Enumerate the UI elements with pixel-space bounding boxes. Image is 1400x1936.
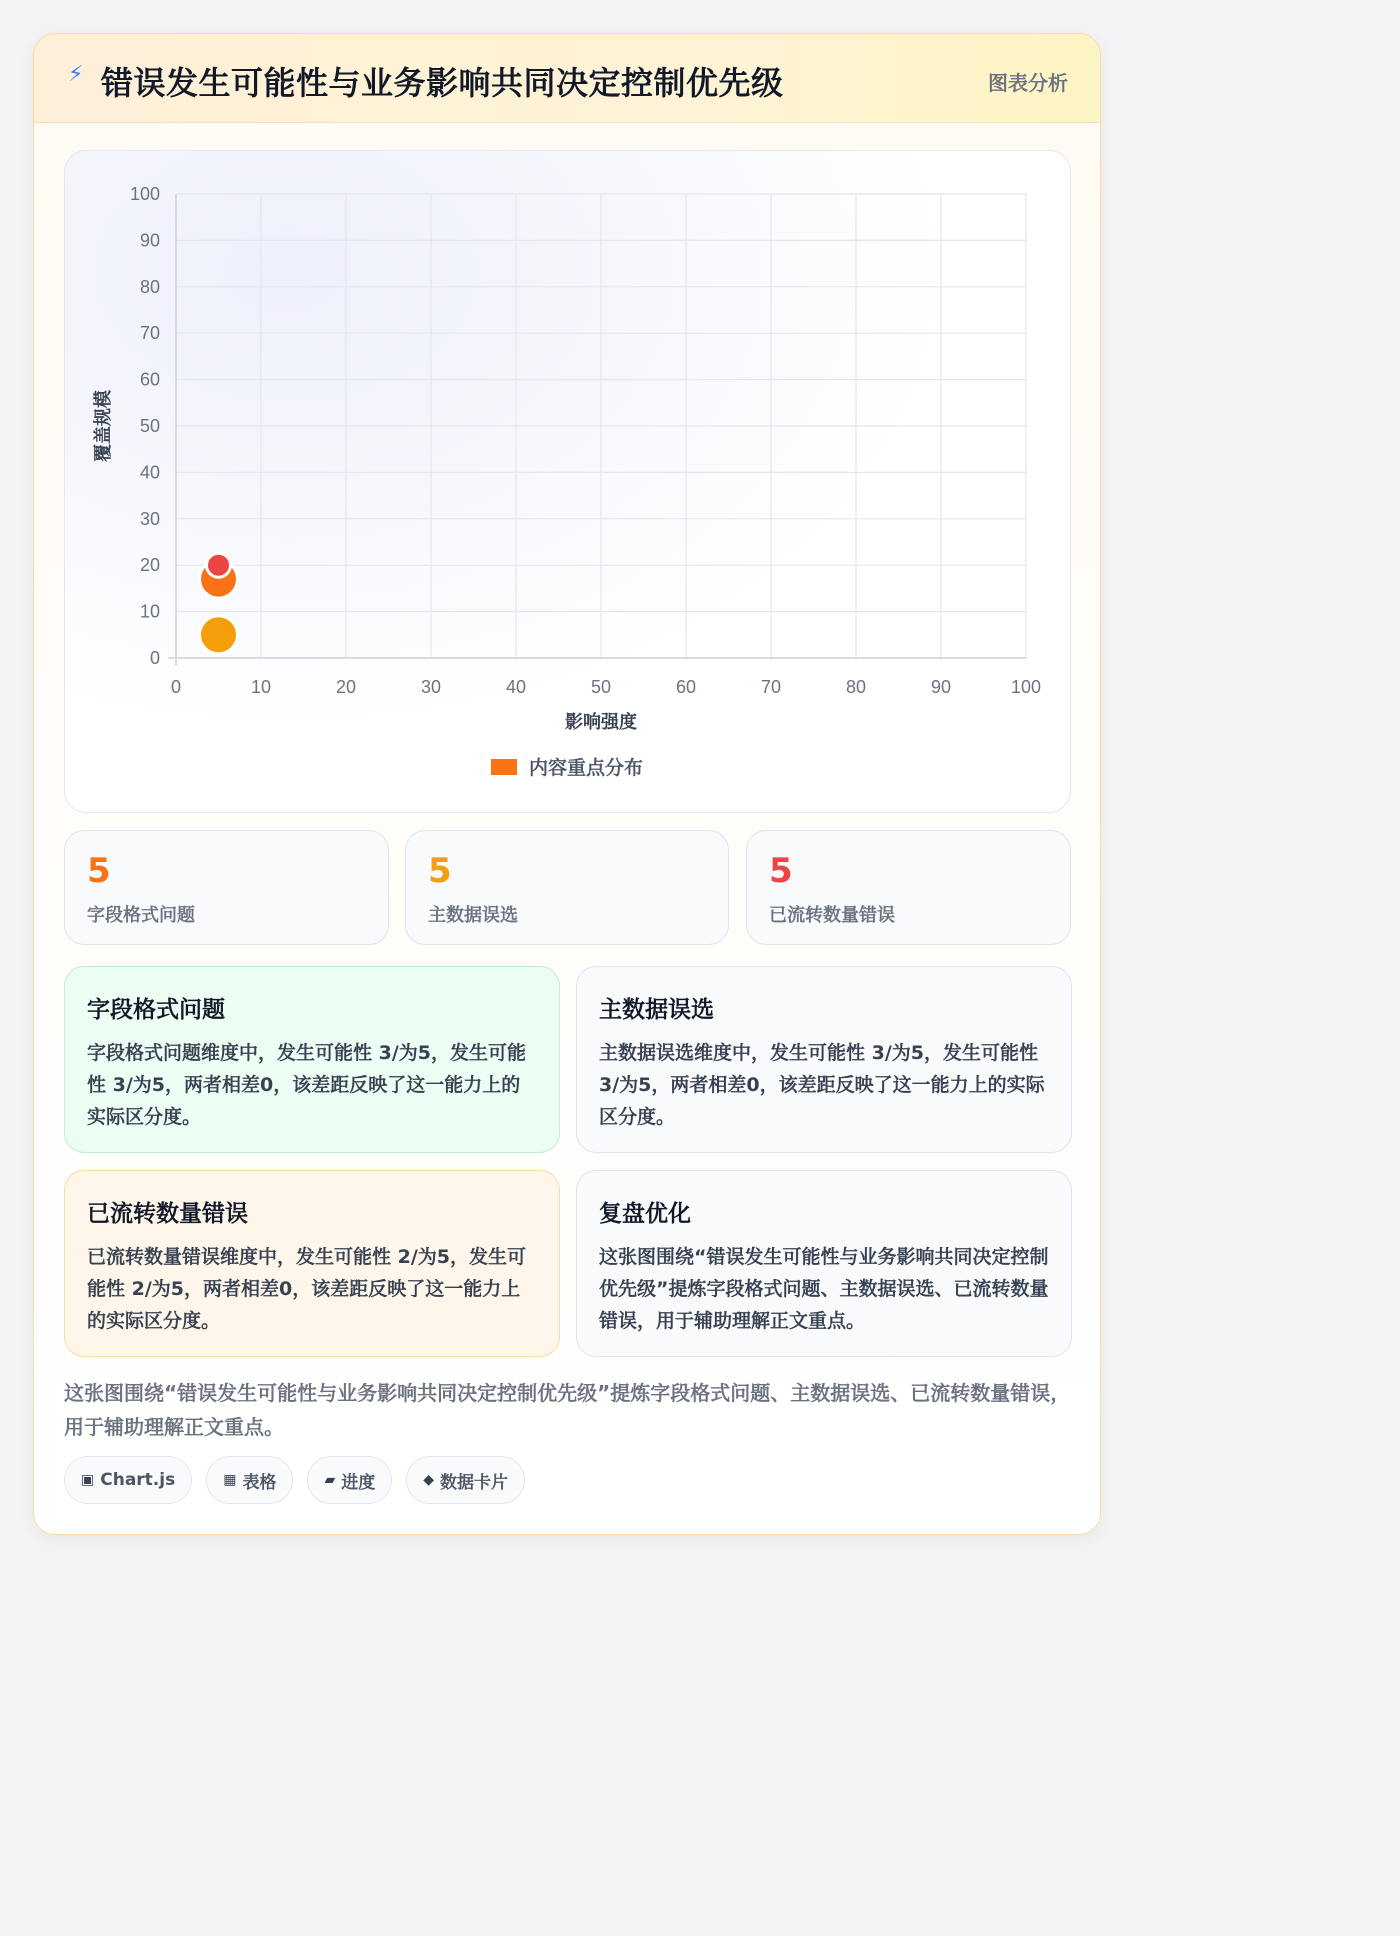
stat-card-field-format xyxy=(64,830,389,945)
scatter-point xyxy=(200,616,238,654)
stat-label: 主数据误选 xyxy=(428,905,518,926)
y-axis-title: 覆盖规模 xyxy=(93,390,114,462)
x-tick-label: 60 xyxy=(675,677,697,697)
x-axis-title: 影响强度 xyxy=(565,712,637,733)
report-card xyxy=(33,33,1101,1535)
x-tick-label: 100 xyxy=(1010,677,1042,697)
insight-title: 主数据误选 xyxy=(599,997,714,1023)
stat-label: 字段格式问题 xyxy=(87,905,195,926)
y-tick-label: 70 xyxy=(139,323,160,344)
y-tick-label: 100 xyxy=(129,184,160,204)
insight-body: 已流转数量错误维度中，发生可能性 2/为5，发生可能性 2/为5，两者相差0，该差距反映了这一能力上的实际区分度。 xyxy=(87,1246,526,1332)
x-tick-label: 30 xyxy=(420,677,442,697)
chip-label: 数据卡片 xyxy=(440,1472,508,1493)
bolt-icon: ⚡ xyxy=(68,62,84,87)
stat-card-quantity-error xyxy=(746,830,1071,945)
tag-chips xyxy=(64,1456,525,1504)
insight-card-quantity-error xyxy=(64,1170,560,1357)
insight-body: 主数据误选维度中，发生可能性 3/为5，发生可能性 3/为5，两者相差0，该差距反映了这一能力上的实际区分度。 xyxy=(599,1042,1045,1128)
y-tick-label: 80 xyxy=(139,276,160,297)
card-header xyxy=(34,34,1100,123)
insight-title: 复盘优化 xyxy=(599,1201,691,1227)
insight-title: 字段格式问题 xyxy=(87,997,225,1023)
x-tick-label: 10 xyxy=(250,677,272,697)
chip-data-card[interactable] xyxy=(406,1456,525,1504)
insight-title: 已流转数量错误 xyxy=(87,1201,248,1227)
y-tick-label: 20 xyxy=(139,555,160,576)
insight-card-field-format xyxy=(64,966,560,1153)
chart-panel xyxy=(64,150,1071,813)
x-tick-label: 50 xyxy=(590,677,612,697)
y-tick-label: 30 xyxy=(139,508,160,529)
y-tick-label: 50 xyxy=(139,416,160,436)
insight-body: 字段格式问题维度中，发生可能性 3/为5，发生可能性 3/为5，两者相差0，该差距反映了这一能力上的实际区分度。 xyxy=(87,1042,526,1128)
x-tick-label: 80 xyxy=(845,677,867,697)
y-tick-label: 10 xyxy=(139,601,160,622)
chip-icon: ▣ xyxy=(81,1472,95,1488)
x-tick-label: 40 xyxy=(505,677,527,697)
progress-icon: ▰ xyxy=(324,1472,336,1488)
chip-chartjs[interactable] xyxy=(64,1456,192,1504)
stat-value: 5 xyxy=(769,851,793,891)
chip-table[interactable] xyxy=(206,1456,293,1504)
insight-card-review xyxy=(576,1170,1072,1357)
x-tick-label: 70 xyxy=(760,677,782,697)
y-tick-label: 0 xyxy=(149,648,160,668)
chip-label: 表格 xyxy=(242,1472,277,1493)
stat-value: 5 xyxy=(428,851,452,891)
category-tag: 图表分析 xyxy=(988,71,1068,95)
scatter-point xyxy=(207,553,231,577)
summary-text: 这张图围绕“错误发生可能性与业务影响共同决定控制优先级”提炼字段格式问题、主数据误选、已流转数量错误，用于辅助理解正文重点。 xyxy=(64,1381,1071,1439)
x-tick-label: 0 xyxy=(170,677,182,697)
insight-card-master-data xyxy=(576,966,1072,1153)
chip-label: 进度 xyxy=(341,1472,376,1493)
stat-value: 5 xyxy=(87,851,111,891)
scatter-chart xyxy=(65,151,1072,814)
insight-body: 这张图围绕“错误发生可能性与业务影响共同决定控制优先级”提炼字段格式问题、主数据误选、已流转数量错误，用于辅助理解正文重点。 xyxy=(599,1246,1049,1332)
legend-swatch xyxy=(491,759,517,775)
x-tick-label: 20 xyxy=(335,677,357,697)
chip-label: Chart.js xyxy=(100,1470,176,1490)
stat-label: 已流转数量错误 xyxy=(769,905,895,926)
y-tick-label: 60 xyxy=(139,369,160,390)
diamond-icon: ◆ xyxy=(423,1472,434,1488)
chip-progress[interactable] xyxy=(307,1456,392,1504)
legend-label: 内容重点分布 xyxy=(529,757,644,779)
y-tick-label: 40 xyxy=(139,462,160,483)
stat-card-master-data xyxy=(405,830,729,945)
table-icon: ▦ xyxy=(223,1472,237,1488)
x-tick-label: 90 xyxy=(930,677,952,697)
page-title: 错误发生可能性与业务影响共同决定控制优先级 xyxy=(101,64,784,102)
y-tick-label: 90 xyxy=(139,230,160,251)
